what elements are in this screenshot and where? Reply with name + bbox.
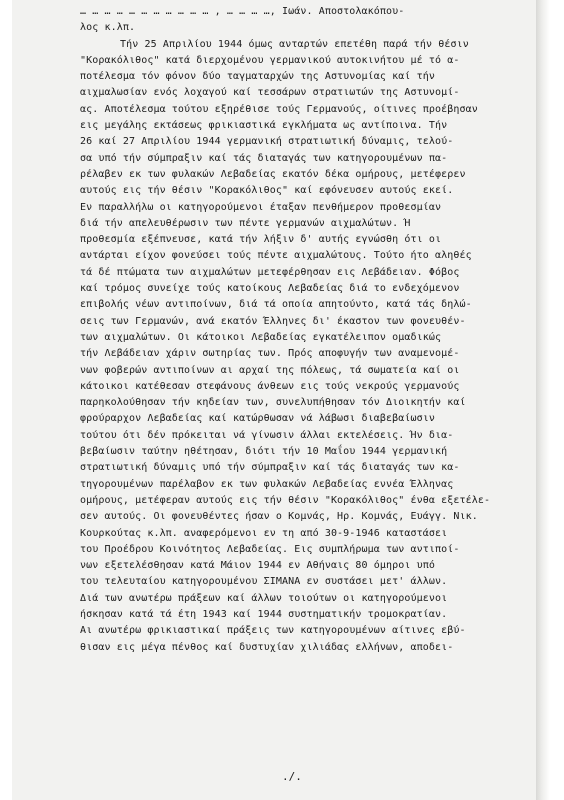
text-line: διά τήν απελευθέρωσιν των πέντε γερμανών αιχμαλώτων. Ή [80, 217, 411, 229]
text-line: του τελευταίου κατηγορουμένου ΣΙΜΑΝΑ εν συστάσει μετ' άλλων. [80, 576, 448, 588]
text-line: νων εξετελέσθησαν κατά Μάιον 1944 εν Αθήναις 80 όμηροι υπό [80, 560, 435, 572]
text-line: αντάρται είχον φονεύσει τούς πέντε αιχμαλώτους. Τούτο ήτο αληθές [80, 250, 472, 262]
text-line: νων φοβερών αντιποίνων αι αρχαί της πόλεως, τά σωματεία καί οι [80, 364, 460, 376]
text-line: θισαν εις μέγα πένθος καί δυστυχίαν χιλιάδας ελλήνων, αποδει- [80, 641, 454, 653]
text-line: σα υπό τήν σύμπραξιν καί τάς διαταγάς των κατηγορουμένων πα- [80, 152, 448, 164]
text-line: τήν Λεβάδειαν χάριν σωτηρίας των. Πρός αποφυγήν των αναμενομέ- [80, 348, 460, 360]
text-line: τούτου ότι δέν πρόκειται νά γίνωσιν άλλαι εκτελέσεις. Ήν δια- [80, 429, 454, 441]
text-line: ομήρους, μετέφεραν αυτούς εις τήν θέσιν "Κορακόλιθος" ένθα εξετέλε- [80, 494, 491, 506]
typewritten-text-body [80, 4, 546, 656]
text-line: Εν παραλλήλω οι κατηγορούμενοι έταξαν πενθήμερον προθεσμίαν [80, 201, 442, 213]
text-line: επιβολής νέων αντιποίνων, διά τά οποία απητούντο, κατά τάς δηλώ- [80, 299, 472, 311]
text-line: αυτούς εις τήν θέσιν "Κορακόλιθος" καί εφόνευσεν αυτούς εκεί. [80, 185, 454, 197]
text-line: των αιχμαλώτων. Οι κάτοικοι Λεβαδείας εγκατέλειπον ομαδικώς [80, 331, 442, 343]
text-line: Αι ανωτέρω φρικιαστικαί πράξεις των κατηγορουμένων αίτινες εβύ- [80, 625, 466, 637]
text-line: "Κορακόλιθος" κατά διερχομένου γερμανικού αυτοκινήτου μέ τό α- [80, 54, 460, 66]
text-line: παρηκολούθησαν τήν κηδείαν των, συνελυπήθησαν τόν Διοικητήν καί [80, 397, 466, 409]
text-line: ας. Αποτέλεσμα τούτου εξηρέθισε τούς Γερμανούς, οίτινες προέβησαν [80, 103, 478, 115]
text-line: τά δέ πτώματα των αιχμαλώτων μετεφέρθησαν εις Λεβάδειαν. Φόβος [80, 266, 460, 278]
text-line: καί τρόμος συνείχε τούς κατοίκους Λεβαδείας διά το ενδεχόμενον [80, 283, 460, 295]
text-line: σεις των Γερμανών, ανά εκατόν Έλληνες δι' έκαστον των φονευθέν- [80, 315, 466, 327]
text-line: αιχμαλωσίαν ενός λοχαγού καί τεσσάρων στρατιωτών της Αστυνομί- [80, 87, 460, 99]
text-line: Κουρκούτας κ.λπ. αναφερόμενοι εν τη από 30-9-1946 καταστάσει [80, 527, 448, 539]
text-line: τηγορουμένων παρέλαβον εκ των φυλακών Λεβαδείας εννέα Έλληνας [80, 478, 454, 490]
text-line: ρέλαβεν εκ των φυλακών Λεβαδείας εκατόν δέκα ομήρους, μετέφερεν [80, 168, 466, 180]
text-line: Διά των ανωτέρω πράξεων καί άλλων τοιούτων οι κατηγορούμενοι [80, 592, 448, 604]
text-line: βεβαίωσιν ταύτην ηθέτησαν, διότι τήν 10 Μαΐου 1944 γερμανική [80, 446, 448, 458]
text-line: … … … … … … … … … … … , … … … …, Ιωάν. Αποστολακόπου- [80, 6, 405, 17]
page-continuation-mark: ./. [282, 770, 302, 783]
text-line: του Προέδρου Κοινότητος Λεβαδείας. Εις συμπλήρωμα των αντιποί- [80, 543, 460, 555]
text-line: προθεσμία εξέπνευσε, κατά τήν λήξιν δ' αυτής εγνώσθη ότι οι [80, 234, 442, 246]
text-line: φρούραρχον Λεβαδείας καί κατώρθωσαν νά λάβωσι διαβεβαίωσιν [80, 413, 435, 425]
text-line: 26 καί 27 Απριλίου 1944 γερμανική στρατιωτική δύναμις, τελού- [80, 136, 454, 148]
text-line: ποτέλεσμα τόν φόνον δύο ταγματαρχών της Αστυνομίας καί τήν [80, 71, 435, 83]
text-line: Τήν 25 Απριλίου 1944 όμως ανταρτών επετέθη παρά τήν θέσιν [120, 38, 469, 50]
text-line: στρατιωτική δύναμις υπό τήν σύμπραξιν καί τάς διαταγάς των κα- [80, 462, 460, 474]
text-line: σεν αυτούς. Οι φονευθέντες ήσαν ο Κομνάς, Ηρ. Κομνάς, Ευάγγ. Νικ. [80, 511, 478, 523]
text-line: λος κ.λπ. [80, 22, 136, 34]
text-line: κάτοικοι κατέθεσαν στεφάνους άνθεων εις τούς νεκρούς γερμανούς [80, 380, 460, 392]
text-line: εις μεγάλης εκτάσεως φρικιαστικά εγκλήματα ως αντίποινα. Τήν [80, 120, 448, 132]
text-line: ήσκησαν κατά τά έτη 1943 καί 1944 συστηματικήν τρομοκρατίαν. [80, 608, 448, 620]
